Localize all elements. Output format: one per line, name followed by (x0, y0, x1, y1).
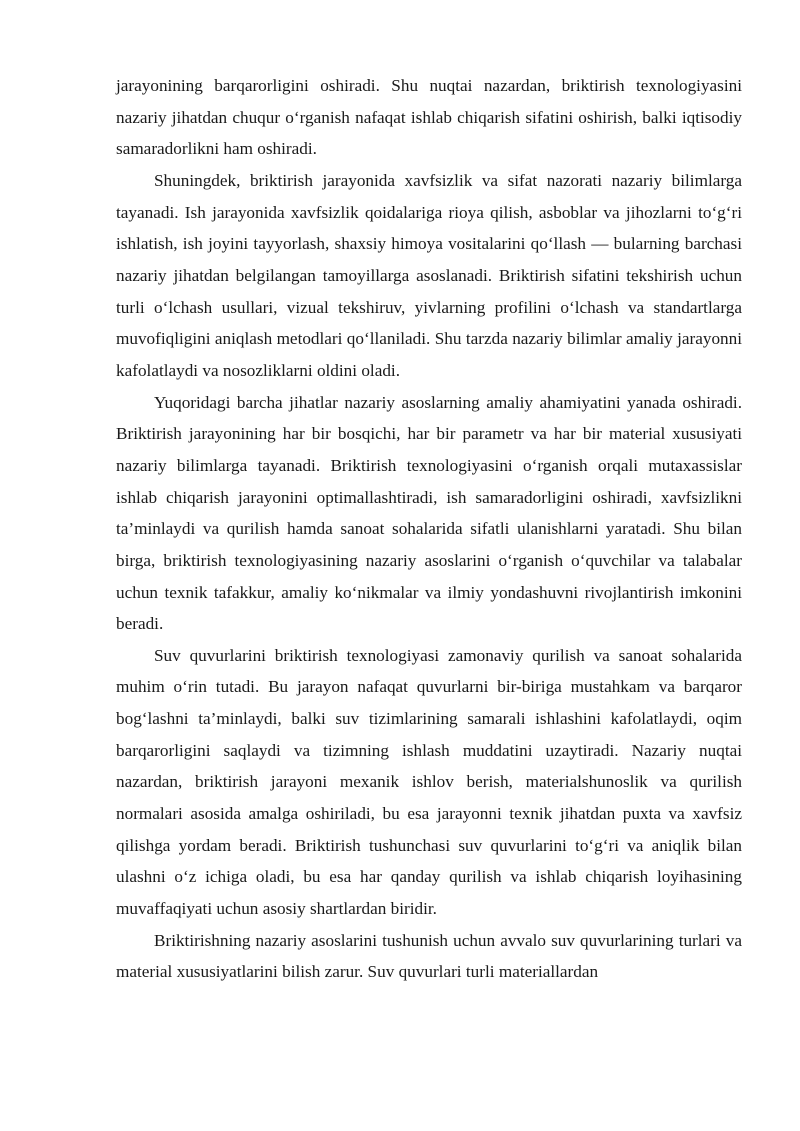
paragraph-safety-quality: Shuningdek, briktirish jarayonida xavfsizlik va sifat nazorati nazariy bilimlarga tayanadi. Ish jarayonida xavfsizlik qoidalariga rioya qilish, asboblar va jihozlarni to‘g‘ri ishlatish, ish joyini tayyorlash, shaxsiy himoya vositalarini qo‘llash — bularning barchasi nazariy jihatdan belgilangan tamoyillarga asoslanadi. Briktirish sifatini tekshirish uchun turli o‘lchash usullari, vizual tekshiruv, yivlarning profilini o‘lchash va standartlarga muvofiqligini aniqlash metodlari qo‘llaniladi. Shu tarzda nazariy bilimlar amaliy jarayonni kafolatlaydi va nosozliklarni oldini oladi. (116, 170, 742, 380)
paragraph-pipe-joining-technology: Suv quvurlarini briktirish texnologiyasi zamonaviy qurilish va sanoat sohalarida muhim o‘rin tutadi. Bu jarayon nafaqat quvurlarni bir-biriga mustahkam va barqaror bog‘lashni ta’minlaydi, balki suv tizimlarining samarali ishlashini kafolatlaydi, oqim barqarorligini saqlaydi va tizimning ishlash muddatini uzaytiradi. Nazariy nuqtai nazardan, briktirish jarayoni mexanik ishlov berish, materialshunoslik va qurilish normalari asosida amalga oshiriladi, bu esa jarayonni texnik jihatdan puxta va xavfsiz qilishga yordam beradi. Briktirish tushunchasi suv quvurlarini to‘g‘ri va aniqlik bilan ulashni o‘z ichiga oladi, bu esa har qanday qurilish va ishlab chiqarish loyihasining muvaffaqiyati uchun asosiy shartlardan biridir. (116, 645, 742, 919)
paragraph-pipe-types: Briktirishning nazariy asoslarini tushunish uchun avvalo suv quvurlarining turlari va material xususiyatlarini bilish zarur. Suv quvurlari turli materiallardan (116, 930, 742, 982)
paragraph-continuation: jarayonining barqarorligini oshiradi. Shu nuqtai nazardan, briktirish texnologiyasini nazariy jihatdan chuqur o‘rganish nafaqat ishlab chiqarish sifatini oshirish, balki iqtisodiy samaradorlikni ham oshiradi. (116, 76, 742, 159)
document-page (116, 70, 742, 988)
paragraph-practical-importance: Yuqoridagi barcha jihatlar nazariy asoslarning amaliy ahamiyatini yanada oshiradi. Briktirish jarayonining har bir bosqichi, har bir parametr va har bir material xususiyati nazariy bilimlarga tayanadi. Briktirish texnologiyasini o‘rganish orqali mutaxassislar ishlab chiqarish jarayonini optimallashtiradi, ish samaradorligini oshiradi, xavfsizlikni ta’minlaydi va qurilish hamda sanoat sohalarida sifatli ulanishlarni yaratadi. Shu bilan birga, briktirish texnologiyasining nazariy asoslarini o‘rganish o‘quvchilar va talabalar uchun texnik tafakkur, amaliy ko‘nikmalar va ilmiy yondashuvni rivojlantirish imkonini beradi. (116, 392, 742, 634)
